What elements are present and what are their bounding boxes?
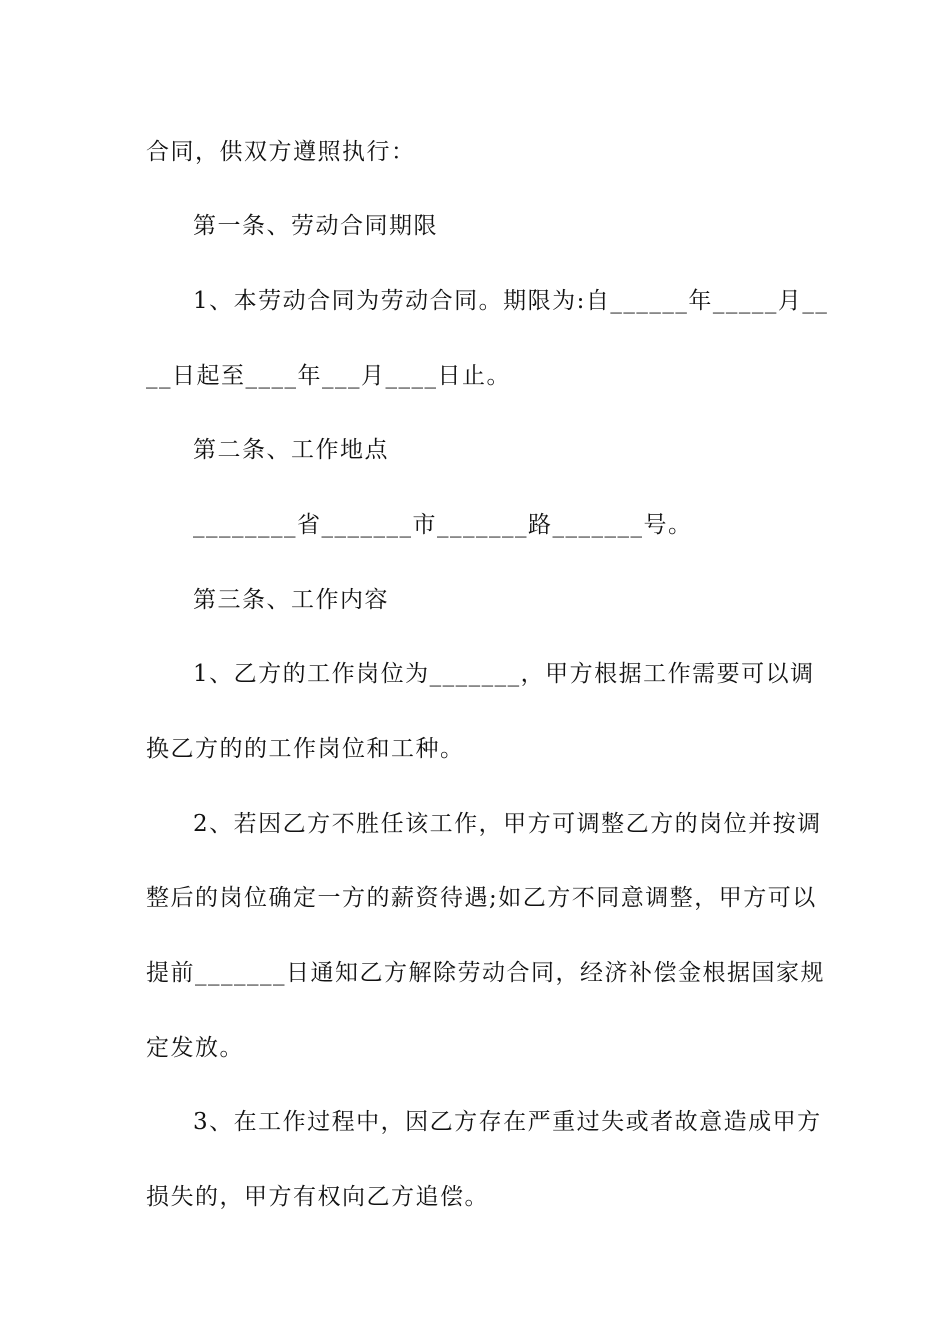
text-line: 损失的，甲方有权向乙方追偿。 bbox=[146, 1184, 489, 1210]
text-line: 2、若因乙方不胜任该工作，甲方可调整乙方的岗位并按调 bbox=[193, 811, 822, 837]
text-line: 提前_______日通知乙方解除劳动合同，经济补偿金根据国家规 bbox=[146, 960, 825, 986]
text-line: 合同，供双方遵照执行： bbox=[146, 139, 416, 165]
article-heading: 第二条、工作地点 bbox=[193, 437, 389, 463]
text-line: 3、在工作过程中，因乙方存在严重过失或者故意造成甲方 bbox=[193, 1109, 822, 1135]
text-line: __日起至____年___月____日止。 bbox=[146, 363, 511, 389]
text-line: ________省_______市_______路_______号。 bbox=[193, 512, 693, 538]
article-heading: 第一条、劳动合同期限 bbox=[193, 213, 438, 239]
text-line: 换乙方的的工作岗位和工种。 bbox=[146, 736, 465, 762]
text-line: 1、乙方的工作岗位为_______，甲方根据工作需要可以调 bbox=[193, 661, 815, 687]
article-heading: 第三条、工作内容 bbox=[193, 587, 389, 613]
text-line: 定发放。 bbox=[146, 1035, 244, 1061]
text-line: 整后的岗位确定一方的薪资待遇;如乙方不同意调整，甲方可以 bbox=[146, 885, 817, 911]
text-line: 1、本劳动合同为劳动合同。期限为:自______年_____月__ bbox=[193, 288, 829, 314]
